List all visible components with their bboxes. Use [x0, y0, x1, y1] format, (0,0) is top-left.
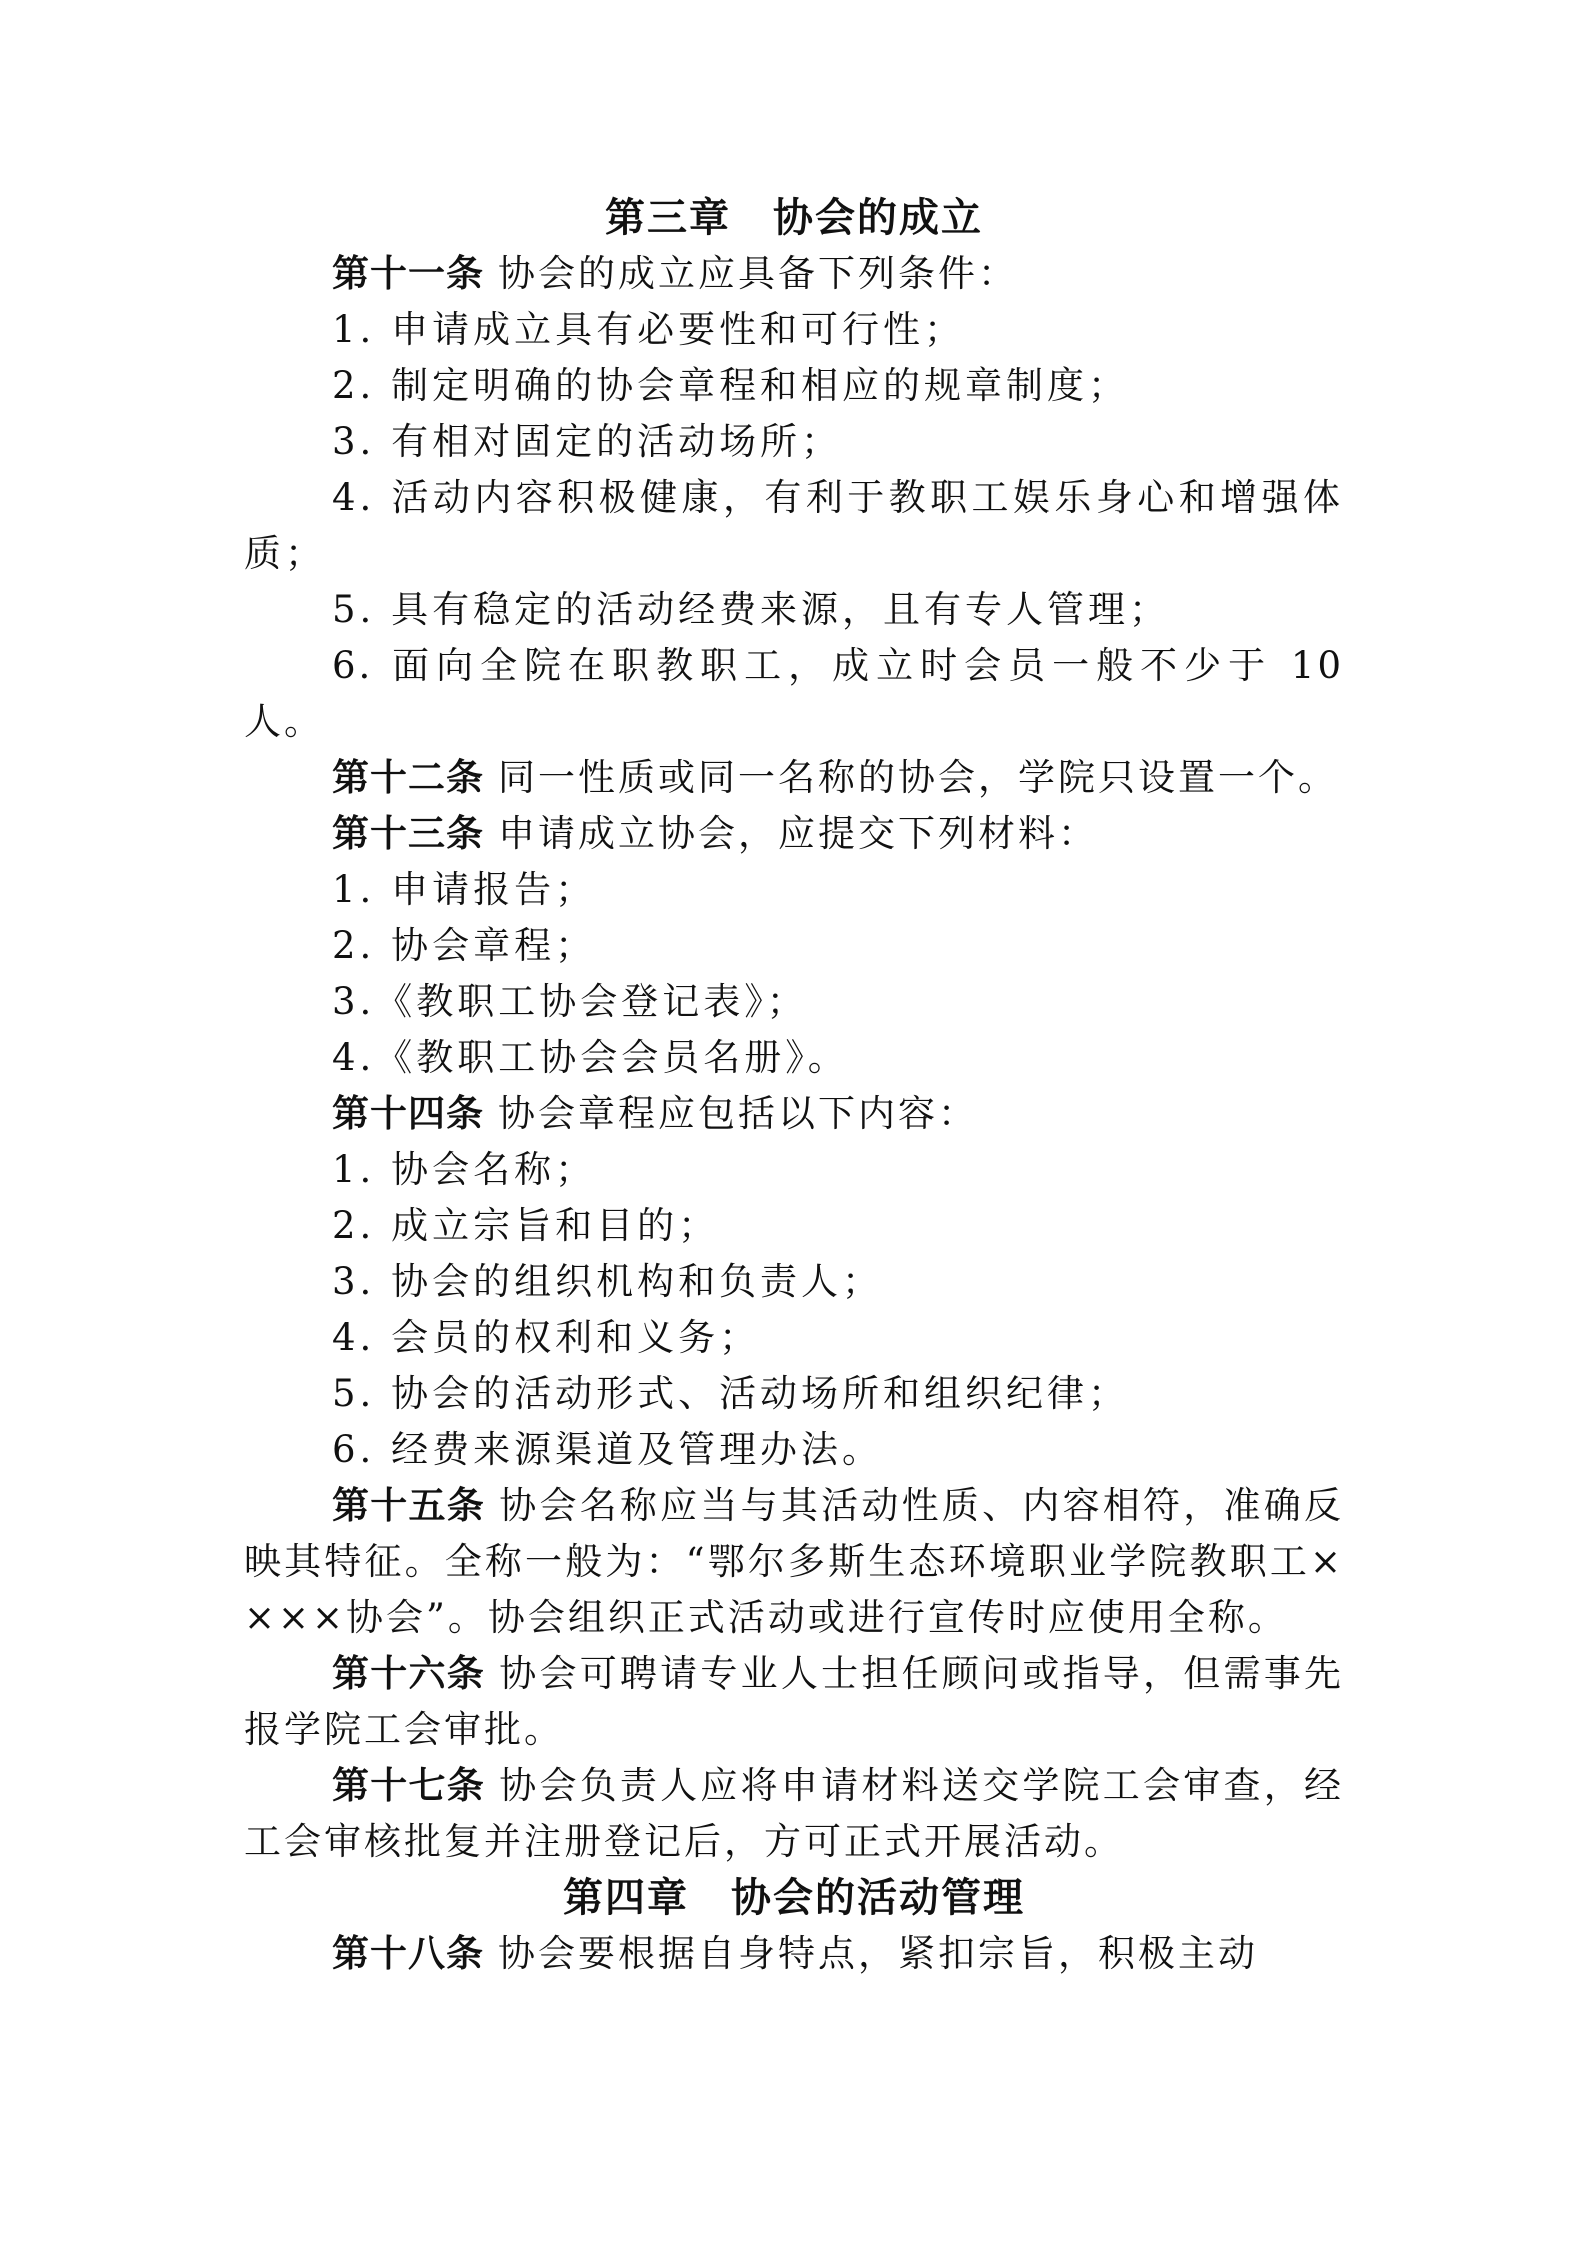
list-item: 5. 协会的活动形式、活动场所和组织纪律； — [332, 1372, 1130, 1415]
article-text: 协会要根据自身特点，紧扣宗旨，积极主动 — [498, 1932, 1258, 1975]
article-text: 协会名称应当与其活动性质、内容相符，准确反映其特征。全称一般为：“鄂尔多斯生态环境职业学院教职工××××协会”。协会组织正式活动或进行宣传时应使用全称。 — [244, 1484, 1345, 1639]
article-14 — [244, 1086, 1344, 1142]
article-16 — [244, 1646, 1344, 1758]
document-body — [244, 190, 1344, 1982]
article-number: 第十一条 — [332, 252, 484, 295]
list-item: 2. 协会章程； — [332, 924, 597, 967]
article-text: 协会可聘请专业人士担任顾问或指导，但需事先报学院工会审批。 — [244, 1652, 1345, 1751]
article-13 — [244, 806, 1344, 862]
list-item: 1. 协会名称； — [332, 1148, 597, 1191]
article-number: 第十八条 — [332, 1932, 484, 1975]
list-item: 3. 有相对固定的活动场所； — [332, 420, 843, 463]
article-number: 第十七条 — [332, 1764, 485, 1807]
list-item: 4. 活动内容积极健康，有利于教职工娱乐身心和增强体质； — [244, 476, 1344, 575]
list-item: 3.《教职工协会登记表》； — [332, 980, 808, 1023]
list-item: 1. 申请报告； — [332, 868, 597, 911]
article-text: 同一性质或同一名称的协会，学院只设置一个。 — [498, 756, 1338, 799]
list-item: 3. 协会的组织机构和负责人； — [332, 1260, 884, 1303]
list-item: 6. 经费来源渠道及管理办法。 — [332, 1428, 884, 1471]
article-text: 协会章程应包括以下内容： — [498, 1092, 978, 1135]
list-item: 4.《教职工协会会员名册》。 — [332, 1036, 849, 1079]
chapter-4-heading: 第四章 协会的活动管理 — [563, 1875, 1025, 1921]
article-text: 申请成立协会，应提交下列材料： — [498, 812, 1098, 855]
article-number: 第十三条 — [332, 812, 484, 855]
list-item: 1. 申请成立具有必要性和可行性； — [332, 308, 966, 351]
list-item: 6. 面向全院在职教职工，成立时会员一般不少于 10 人。 — [244, 644, 1344, 743]
list-item: 5. 具有稳定的活动经费来源，且有专人管理； — [332, 588, 1171, 631]
list-item: 4. 会员的权利和义务； — [332, 1316, 761, 1359]
article-text: 协会负责人应将申请材料送交学院工会审查，经工会审核批复并注册登记后，方可正式开展活动。 — [244, 1764, 1345, 1863]
article-number: 第十二条 — [332, 756, 484, 799]
list-item: 2. 成立宗旨和目的； — [332, 1204, 720, 1247]
article-text: 协会的成立应具备下列条件： — [498, 252, 1018, 295]
article-15 — [244, 1478, 1344, 1646]
article-12 — [244, 750, 1344, 806]
article-number: 第十四条 — [332, 1092, 484, 1135]
article-number: 第十五条 — [332, 1484, 485, 1527]
article-11 — [244, 246, 1344, 302]
article-number: 第十六条 — [332, 1652, 485, 1695]
chapter-3-heading: 第三章 协会的成立 — [605, 195, 983, 241]
article-18 — [244, 1926, 1344, 1982]
list-item: 2. 制定明确的协会章程和相应的规章制度； — [332, 364, 1130, 407]
article-17 — [244, 1758, 1344, 1870]
